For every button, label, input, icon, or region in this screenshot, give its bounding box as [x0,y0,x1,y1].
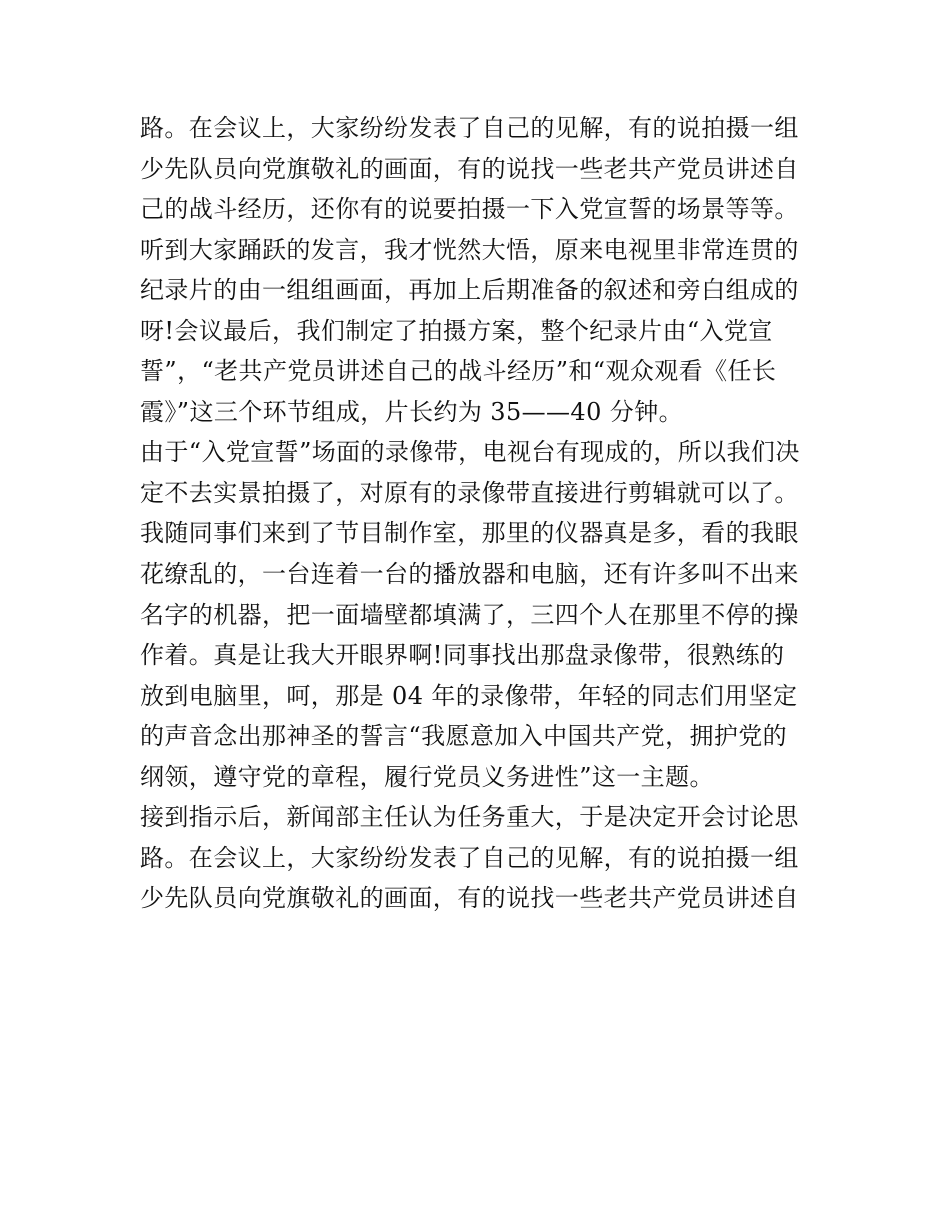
text-line: 作着。真是让我大开眼界啊!同事找出那盘录像带，很熟练的 [140,641,785,670]
text-line: 霞》”这三个环节组成，片长约为 35——40 分钟。 [140,397,684,426]
text-line: 花缭乱的，一台连着一台的播放器和电脑，还有许多叫不出来 [140,560,799,589]
text-line: 接到指示后，新闻部主任认为任务重大，于是决定开会讨论思 [140,803,799,832]
text-line: 我随同事们来到了节目制作室，那里的仪器真是多，看的我眼 [140,519,799,548]
text-line: 誓”，“老共产党员讲述自己的战斗经历”和“观众观看《任长 [140,357,777,386]
text-line: 呀!会议最后，我们制定了拍摄方案，整个纪录片由“入党宣 [140,316,773,345]
text-line: 纲领，遵守党的章程，履行党员义务进性”这一主题。 [140,762,714,791]
text-line: 定不去实景拍摄了，对原有的录像带直接进行剪辑就可以了。 [140,478,799,507]
document-body [140,108,820,919]
text-line: 的声音念出那神圣的誓言“我愿意加入中国共产党，拥护党的 [140,722,788,751]
text-line: 少先队员向党旗敬礼的画面，有的说找一些老共产党员讲述自 [140,884,799,913]
text-line: 听到大家踊跃的发言，我才恍然大悟，原来电视里非常连贯的 [140,235,799,264]
text-line: 由于“入党宣誓”场面的录像带，电视台有现成的，所以我们决 [140,438,800,467]
text-line: 放到电脑里，呵，那是 04 年的录像带，年轻的同志们用坚定 [140,681,798,710]
text-line: 路。在会议上，大家纷纷发表了自己的见解，有的说拍摄一组 [140,114,799,142]
text-line: 路。在会议上，大家纷纷发表了自己的见解，有的说拍摄一组 [140,843,799,872]
text-line: 己的战斗经历，还你有的说要拍摄一下入党宣誓的场景等等。 [140,195,799,224]
text-line: 名字的机器，把一面墙壁都填满了，三四个人在那里不停的操 [140,600,799,629]
text-line: 少先队员向党旗敬礼的画面，有的说找一些老共产党员讲述自 [140,154,799,183]
text-line: 纪录片的由一组组画面，再加上后期准备的叙述和旁白组成的 [140,276,799,305]
